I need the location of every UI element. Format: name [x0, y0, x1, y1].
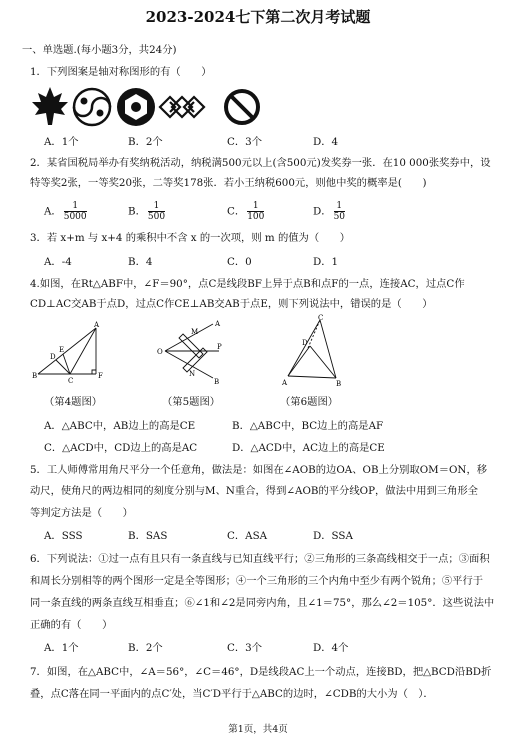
fig6-caption: （第6题图）	[280, 396, 339, 408]
q6-option-a: A．1个	[44, 642, 79, 654]
page-title: 2023-2024七下第二次月考试题	[145, 8, 371, 26]
q2-option-d: D． $\frac{1}{50}$	[313, 201, 346, 222]
q5-option-b: B．SAS	[128, 530, 168, 542]
q3-option-c: C．0	[227, 256, 252, 268]
q2-stem-line1: 2．某省国税局举办有奖纳税活动，纳税满500元以上(含500元)发奖券一张．在10 000张奖券中，设	[30, 157, 491, 169]
q6-stem-line4: 正确的有（ ）	[30, 619, 113, 631]
q4-stem-line2: CD⊥AC交AB于点D，过点C作CE⊥AB交AB于点E，则下列说法中，错误的是（ ）	[30, 298, 433, 310]
figure-6	[278, 314, 358, 390]
fig5-label-b: B	[214, 378, 220, 386]
q3-stem: 3．若 x+m 与 x+4 的乘积中不含 x 的一次项，则 m 的值为（ ）	[30, 232, 351, 244]
q5-stem-line1: 5．工人师傅常用角尺平分一个任意角，做法是：如图在∠AOB的边OA、OB上分别取OM＝ON，移	[30, 464, 488, 476]
q1-symbols	[30, 85, 280, 129]
q1-stem: 1．下列图案是轴对称图形的有（ ）	[30, 66, 212, 78]
q6-option-b: B．2个	[128, 642, 163, 654]
chinese-knot-icon	[160, 97, 204, 117]
page-footer: 第1页，共4页	[228, 724, 288, 735]
q5-option-c: C．ASA	[227, 530, 268, 542]
maple-leaf-icon	[32, 87, 68, 125]
q1-option-b: B．2个	[128, 136, 163, 148]
q1-option-d: D．4	[313, 136, 339, 148]
q4-option-b: B．△ABC中，BC边上的高是AF	[232, 420, 384, 432]
q5-stem-line3: 等判定方法是（ ）	[30, 507, 133, 519]
q7-stem-line2: 叠，点C落在同一平面内的点C′处，当C′D平行于△ABC的边时，∠CDB的大小为（ ）．	[30, 688, 434, 700]
q4-option-d: D．△ACD中，AC边上的高是CE	[232, 442, 385, 454]
q3-option-b: B．4	[128, 256, 153, 268]
q6-option-d: D．4个	[313, 642, 349, 654]
fig5-label-o: O	[157, 348, 163, 356]
q1-option-c: C．3个	[227, 136, 263, 148]
fig6-label-b: B	[336, 380, 342, 388]
q6-stem-line1: 6．下列说法：①过一点有且只有一条直线与已知直线平行；②三角形的三条高线相交于一点；③面积	[30, 553, 490, 565]
q6-option-c: C．3个	[227, 642, 263, 654]
fig6-label-a: A	[282, 379, 288, 387]
q4-stem-line1: 4.如图，在Rt△ABF中，∠F＝90°，点C是线段BF上异于点B和点F的一点，连接AC，过点C作	[30, 278, 465, 290]
q6-stem-line3: 同一条直线的两条直线互相垂直；⑥∠1和∠2是同旁内角，且∠1＝75°，那么∠2＝105°．这些说法中	[30, 597, 495, 609]
figure-4	[30, 318, 120, 388]
q5-stem-line2: 动尺，使角尺的两边相同的刻度分别与M、N重合，得到∠AOB的平分线OP，做法中用到三角形全	[30, 485, 478, 497]
fig4-label-c: C	[68, 377, 74, 385]
fig4-caption: （第4题图）	[44, 396, 103, 408]
fig6-label-c: C	[318, 314, 324, 322]
fig4-label-e: E	[59, 346, 65, 354]
q7-stem-line1: 7．如图，在△ABC中，∠A＝56°，∠C＝46°，D是线段AC上一个动点，连接BD，把△BCD沿BD折	[30, 666, 492, 678]
fig5-label-m: M	[191, 328, 199, 336]
hexagon-badge-icon	[117, 88, 155, 126]
q3-option-a: A．-4	[44, 256, 72, 268]
fig5-label-a: A	[215, 320, 221, 328]
fig4-label-f: F	[98, 372, 103, 380]
q6-stem-line2: 和周长分别相等的两个图形一定是全等图形；④一个三角形的三个内角中至少有两个锐角；⑤平行于	[30, 575, 484, 587]
fig5-label-p: P	[217, 343, 222, 351]
yin-yang-icon	[74, 89, 110, 125]
fig4-label-d: D	[50, 353, 56, 361]
prohibition-sign-icon	[226, 91, 258, 123]
q2-option-c: C． $\frac{1}{100}$	[227, 201, 265, 222]
section-heading: 一、单选题.(每小题3分，共24分)	[22, 44, 177, 56]
q5-option-a: A．SSS	[44, 530, 83, 542]
q3-option-d: D．1	[313, 256, 339, 268]
q2-stem-line2: 特等奖2张，一等奖20张，二等奖178张．若小王纳税600元，则他中奖的概率是( )	[30, 177, 427, 189]
q2-option-a: A． $\frac{1}{5000}$	[44, 201, 87, 222]
fig4-label-a: A	[94, 321, 100, 329]
fig5-caption: （第5题图）	[162, 396, 221, 408]
figure-5	[155, 318, 230, 388]
fig4-label-b: B	[32, 372, 38, 380]
fig5-label-n: N	[189, 370, 196, 378]
fig6-label-d: D	[302, 339, 308, 347]
q1-option-a: A．1个	[44, 136, 79, 148]
q2-option-b: B． $\frac{1}{500}$	[128, 201, 166, 222]
q4-option-c: C．△ACD中，CD边上的高是AC	[44, 442, 198, 454]
q4-option-a: A．△ABC中，AB边上的高是CE	[44, 420, 196, 432]
q5-option-d: D．SSA	[313, 530, 353, 542]
